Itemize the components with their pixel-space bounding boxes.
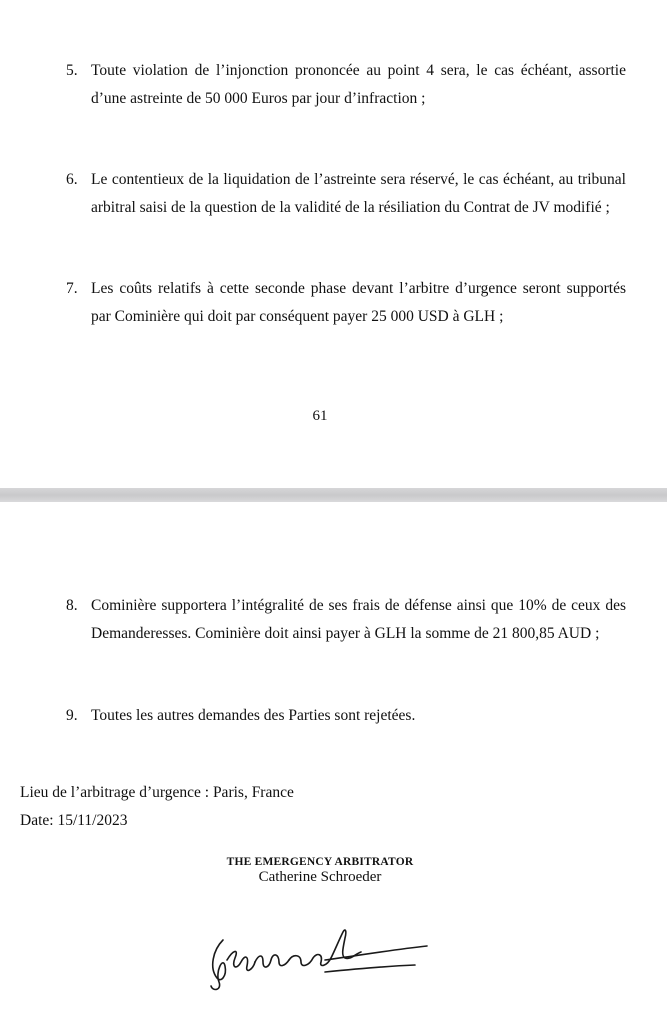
page-number: 61: [312, 408, 328, 424]
list-item-number: 9.: [66, 707, 78, 724]
document-page-bottom: [0, 502, 667, 1024]
list-item: [66, 702, 626, 730]
signatory-role: THE EMERGENCY ARBITRATOR: [226, 856, 414, 868]
page-separator: [0, 488, 667, 502]
list-item: [66, 166, 626, 222]
list-item-number: 8.: [66, 597, 78, 614]
arbitration-place: Lieu de l’arbitrage d’urgence : Paris, France: [20, 784, 294, 801]
signatory-name: Catherine Schroeder: [258, 869, 382, 885]
signature-block: [200, 856, 440, 886]
list-item-number: 7.: [66, 280, 78, 297]
handwritten-signature: [205, 920, 435, 1000]
list-item-text: Cominière supportera l’intégralité de ses frais de défense ainsi que 10% de ceux des Demanderesses. Cominière doit ainsi payer à GLH la somme de 21 800,85 AUD ;: [91, 597, 626, 642]
list-item-number: 6.: [66, 171, 78, 188]
list-item-text: Le contentieux de la liquidation de l’astreinte sera réservé, le cas échéant, au tribunal arbitral saisi de la question de la validité de la résiliation du Contrat de JV modifié ;: [91, 171, 626, 216]
document-date: Date: 15/11/2023: [20, 812, 128, 829]
list-item: [66, 57, 626, 113]
document-page-top: [0, 0, 667, 488]
list-item: [66, 592, 626, 648]
list-item: [66, 275, 626, 331]
list-item-text: Toute violation de l’injonction prononcée au point 4 sera, le cas échéant, assortie d’une astreinte de 50 000 Euros par jour d’infraction ;: [91, 62, 626, 107]
list-item-text: Les coûts relatifs à cette seconde phase devant l’arbitre d’urgence seront supportés par Cominière qui doit par conséquent payer 25 000 USD à GLH ;: [91, 280, 626, 325]
list-item-number: 5.: [66, 62, 78, 79]
list-item-text: Toutes les autres demandes des Parties sont rejetées.: [91, 707, 416, 724]
